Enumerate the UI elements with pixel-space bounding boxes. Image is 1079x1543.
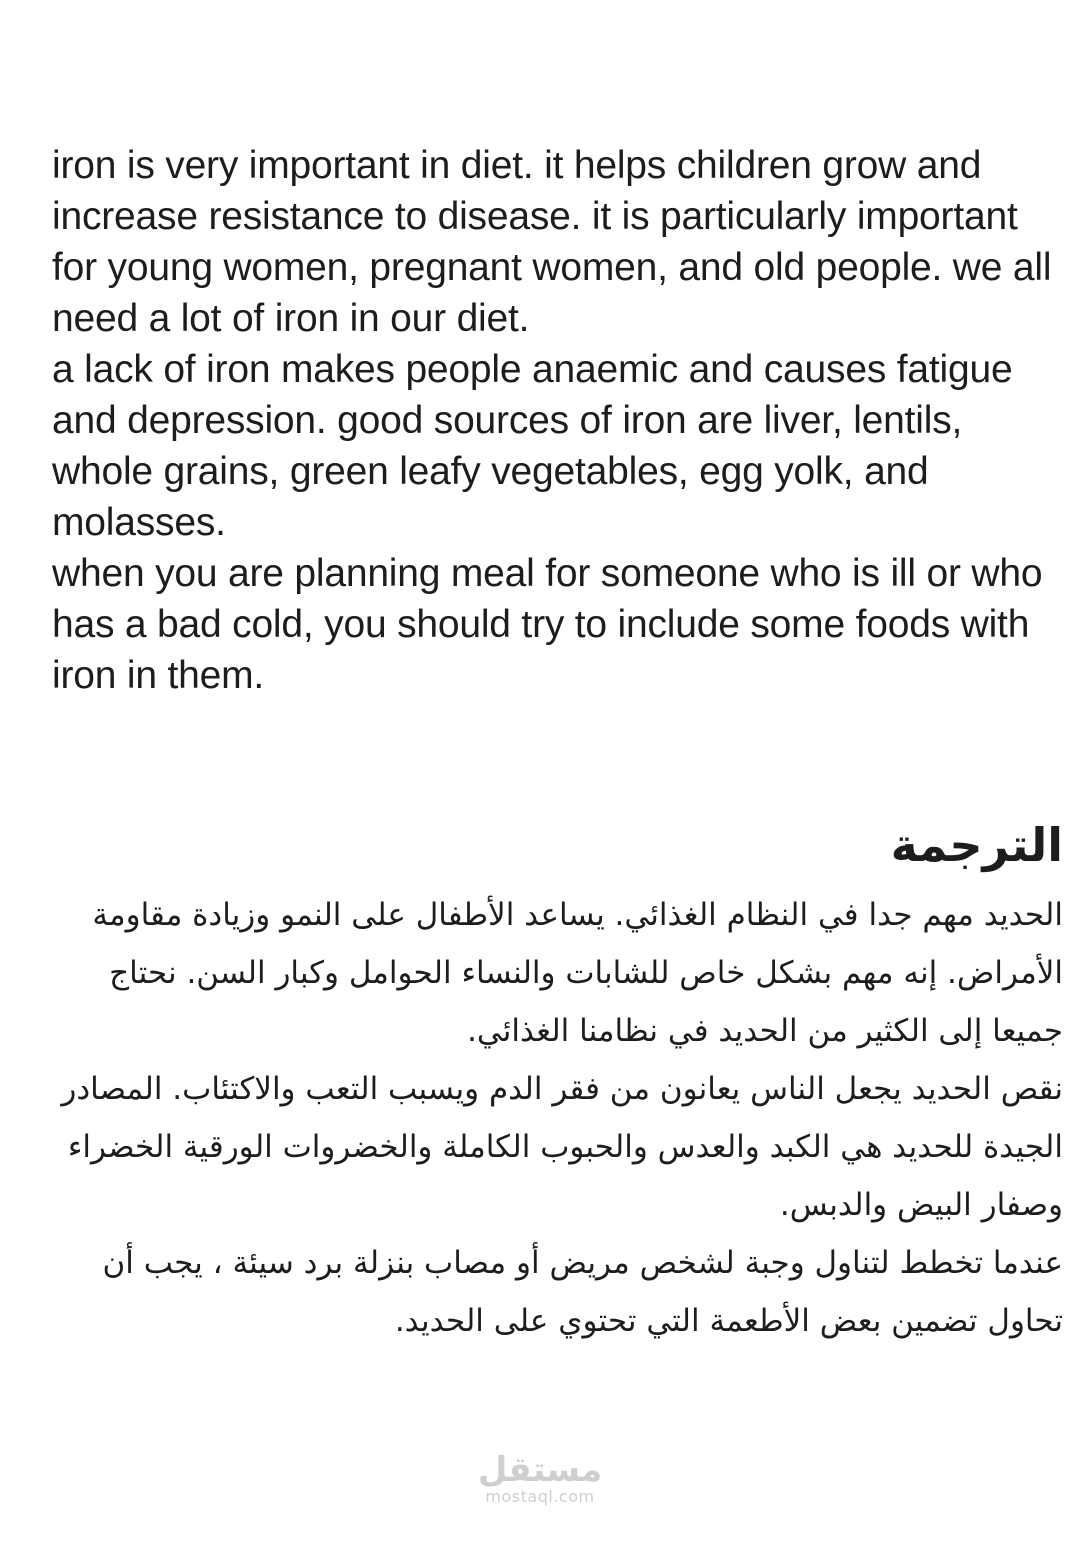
translation-heading: الترجمة (890, 818, 1063, 872)
english-paragraph-3: when you are planning meal for someone who is ill or who has a bad cold, you should try to include some foods with iron in them. (52, 552, 1043, 697)
mostaql-watermark (473, 1452, 607, 1506)
english-paragraph-2: a lack of iron makes people anaemic and causes fatigue and depression. good sources of iron are liver, lentils, whole grains, green leafy vegetables, egg yolk, and molasses. (52, 348, 1013, 544)
english-paragraph-1: iron is very important in diet. it helps children grow and increase resistance to disease. it is particularly important for young women, pregnant women, and old people. we all need a lot of iron in our diet. (52, 144, 1052, 340)
watermark-url: mostaql.com (485, 1487, 595, 1506)
arabic-paragraph-1: الحديد مهم جدا في النظام الغذائي. يساعد الأطفال على النمو وزيادة مقاومة الأمراض. إنه مهم بشكل خاص للشابات والنساء الحوامل وكبار السن. نحتاج جميعا إلى الكثير من الحديد في نظامنا الغذائي. (92, 897, 1063, 1049)
arabic-paragraph-2: نقص الحديد يجعل الناس يعانون من فقر الدم ويسبب التعب والاكتئاب. المصادر الجيدة للحديد هي الكبد والعدس والحبوب الكاملة والخضروات الورقية الخضراء وصفار البيض والدبس. (61, 1071, 1063, 1223)
arabic-paragraph-3: عندما تخطط لتناول وجبة لشخص مريض أو مصاب بنزلة برد سيئة ، يجب أن تحاول تضمين بعض الأطعمة التي تحتوي على الحديد. (102, 1245, 1063, 1339)
mostaql-logo: مستقل (477, 1450, 603, 1490)
arabic-translation-block (53, 810, 1063, 1350)
english-text-block (52, 140, 1072, 701)
